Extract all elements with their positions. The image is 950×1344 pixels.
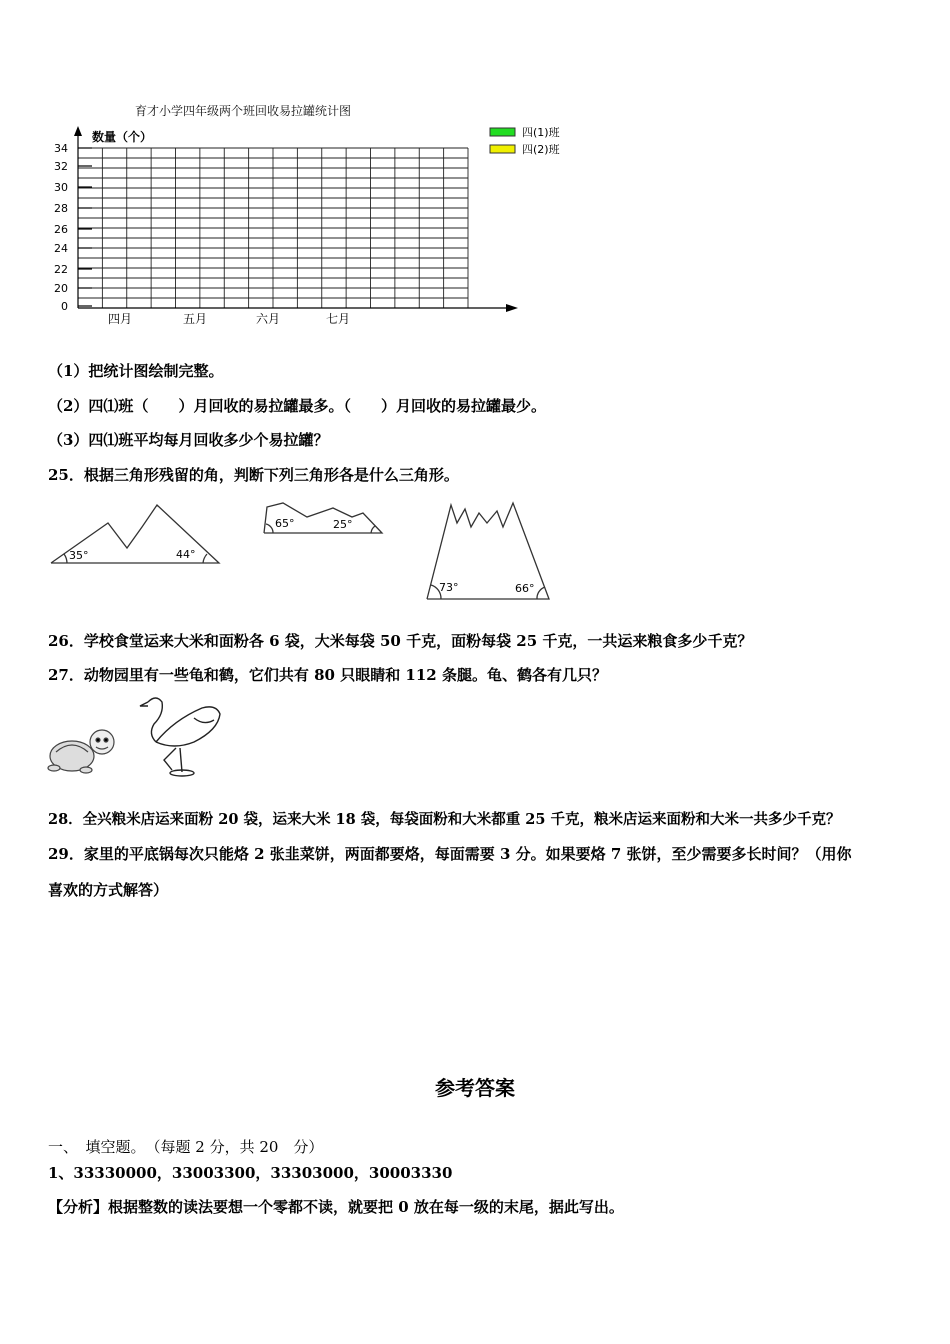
y-axis-arrow <box>74 126 82 136</box>
answers-section-text: 一、 填空题。 （每题 2 分，共 20 分） <box>48 1138 324 1156</box>
y-tick-label: 0 <box>61 300 68 313</box>
y-tick-label: 24 <box>54 242 68 255</box>
answer-analysis: 【分析】根据整数的读法要想一个零都不读，就要把 0 放在每一级的末尾，据此写出。 <box>48 1198 624 1216</box>
angle-label: 66° <box>515 582 535 595</box>
y-tick-label: 22 <box>54 263 68 276</box>
q29-line2: 喜欢的方式解答） <box>48 881 169 899</box>
chart-svg <box>40 98 600 338</box>
chart <box>40 98 600 338</box>
angle-label: 73° <box>439 581 459 594</box>
y-tick-label: 20 <box>54 282 68 295</box>
y-tick-label: 30 <box>54 181 68 194</box>
q24-part1: （1）把统计图绘制完整。 <box>48 362 224 380</box>
y-tick-label: 28 <box>54 202 68 215</box>
angle-label: 35° <box>69 549 89 562</box>
x-tick-label: 五月 <box>182 312 208 326</box>
answer-1: 1、33330000，33003300，33303000，30003330 <box>48 1164 453 1182</box>
crane-icon <box>140 698 220 776</box>
angle-label: 65° <box>275 517 295 530</box>
chart-title: 育才小学四年级两个班回收易拉罐统计图 <box>135 104 352 118</box>
q27-text: 27．动物园里有一些龟和鹤，它们共有 80 只眼睛和 112 条腿。龟、鹤各有几只？ <box>48 666 607 684</box>
q26-text: 26．学校食堂运来大米和面粉各 6 袋，大米每袋 50 千克，面粉每袋 25 千克，一共运来粮食多少千克？ <box>48 632 753 650</box>
x-tick-label: 七月 <box>325 312 351 326</box>
q29-line1: 29．家里的平底锅每次只能烙 2 张韭菜饼，两面都要烙，每面需要 3 分。如果要烙 7 张饼，至少需要多长时间？（用你 <box>48 845 852 863</box>
chart-ylabel: 数量（个） <box>92 130 153 144</box>
y-tick-label: 32 <box>54 160 68 173</box>
q24-part2: （2）四⑴班（ ）月回收的易拉罐最多。（ ）月回收的易拉罐最少。 <box>48 397 546 415</box>
answers-section-title <box>48 1136 323 1157</box>
turtle-crane-illustration <box>44 690 234 780</box>
x-tick-label: 六月 <box>255 312 281 326</box>
q25-text: 25．根据三角形残留的角，判断下列三角形各是什么三角形。 <box>48 466 459 484</box>
x-axis-arrow <box>506 304 518 312</box>
turtle-icon <box>48 730 114 773</box>
legend-swatch <box>490 128 515 136</box>
angle-label: 25° <box>333 518 353 531</box>
answers-heading: 参考答案 <box>435 1076 515 1100</box>
q28-text: 28．全兴粮米店运来面粉 20 袋，运来大米 18 袋，每袋面粉和大米都重 25 千克，粮米店运来面粉和大米一共多少千克？ <box>48 811 841 828</box>
x-tick-label: 四月 <box>107 312 133 326</box>
angle-label: 44° <box>176 548 196 561</box>
y-tick-label: 26 <box>54 223 68 236</box>
chart-grid <box>78 148 468 308</box>
legend-label: 四(2)班 <box>522 143 560 156</box>
triangles-figure <box>45 495 565 605</box>
q24-part3: （3）四⑴班平均每月回收多少个易拉罐？ <box>48 431 329 449</box>
legend-swatch <box>490 145 515 153</box>
y-tick-label: 34 <box>54 142 68 155</box>
legend-label: 四(1)班 <box>522 126 560 139</box>
